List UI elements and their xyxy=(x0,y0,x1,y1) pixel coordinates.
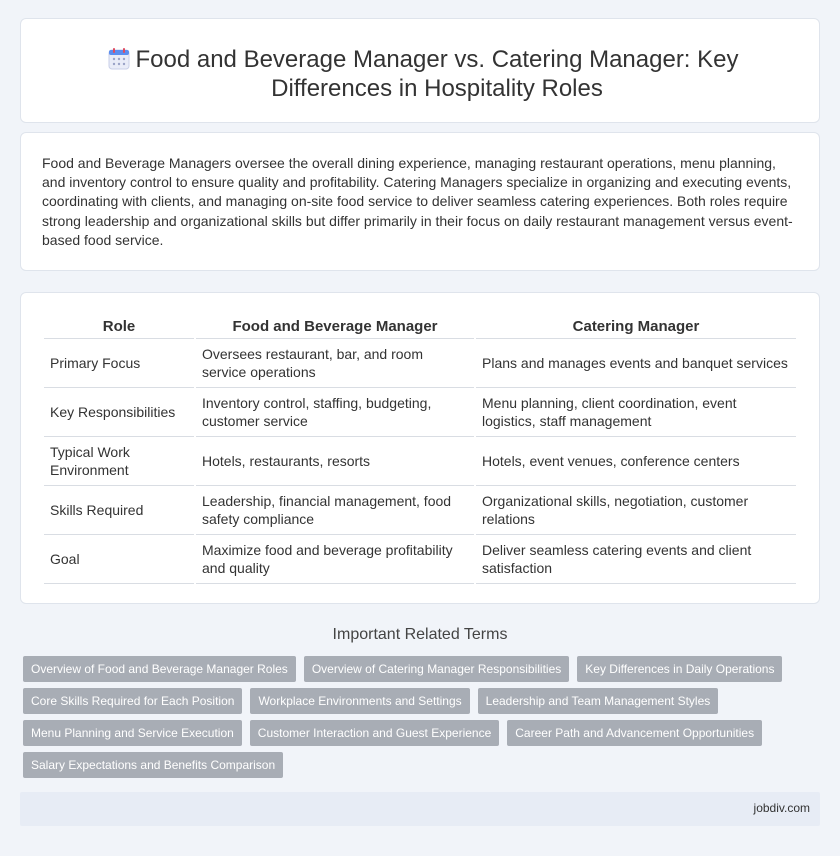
header-role: Role xyxy=(44,316,194,339)
tag-link[interactable]: Core Skills Required for Each Position xyxy=(23,688,242,714)
row-label: Goal xyxy=(44,535,194,584)
cell-food-beverage: Inventory control, staffing, budgeting, customer service xyxy=(196,388,474,437)
cell-food-beverage: Hotels, restaurants, resorts xyxy=(196,437,474,486)
tag-link[interactable]: Key Differences in Daily Operations xyxy=(577,656,782,682)
table-header-row xyxy=(44,316,796,339)
row-label: Typical Work Environment xyxy=(44,437,194,486)
row-label: Skills Required xyxy=(44,486,194,535)
cell-catering: Hotels, event venues, conference centers xyxy=(476,437,796,486)
comparison-table xyxy=(42,316,798,584)
cell-catering: Menu planning, client coordination, event logistics, staff management xyxy=(476,388,796,437)
tag-link[interactable]: Customer Interaction and Guest Experience xyxy=(250,720,499,746)
tag-link[interactable]: Menu Planning and Service Execution xyxy=(23,720,242,746)
title-card xyxy=(20,18,820,123)
intro-card xyxy=(20,132,820,271)
related-terms-section xyxy=(20,626,820,644)
row-label: Key Responsibilities xyxy=(44,388,194,437)
cell-catering: Deliver seamless catering events and client satisfaction xyxy=(476,535,796,584)
tag-link[interactable]: Workplace Environments and Settings xyxy=(250,688,469,714)
cell-food-beverage: Maximize food and beverage profitability and quality xyxy=(196,535,474,584)
row-label: Primary Focus xyxy=(44,339,194,388)
footer xyxy=(20,792,820,826)
cell-food-beverage: Leadership, financial management, food safety compliance xyxy=(196,486,474,535)
related-terms-heading: Important Related Terms xyxy=(332,626,508,643)
comparison-table-card xyxy=(20,292,820,604)
footer-site-link[interactable]: jobdiv.com xyxy=(753,801,810,815)
tag-link[interactable]: Overview of Catering Manager Responsibilities xyxy=(304,656,569,682)
header-catering-manager: Catering Manager xyxy=(476,316,796,339)
tag-link[interactable]: Career Path and Advancement Opportunities xyxy=(507,720,762,746)
tag-link[interactable]: Leadership and Team Management Styles xyxy=(478,688,719,714)
page-title: Food and Beverage Manager vs. Catering Manager: Key Differences in Hospitality Roles xyxy=(135,46,739,102)
intro-paragraph: Food and Beverage Managers oversee the overall dining experience, managing restaurant operations, menu planning, and inventory control to ensure quality and profitability. Catering Managers specialize in organizing and executing events, coordinating with clients, and managing on-site food service to deliver seamless catering experiences. Both roles require strong leadership and organizational skills but differ primarily in their focus on daily restaurant management versus event-based food service. xyxy=(42,155,793,248)
cell-catering: Organizational skills, negotiation, customer relations xyxy=(476,486,796,535)
related-terms-tags xyxy=(23,656,803,778)
table-row xyxy=(44,437,796,486)
cell-catering: Plans and manages events and banquet services xyxy=(476,339,796,388)
table-row xyxy=(44,388,796,437)
tag-link[interactable]: Salary Expectations and Benefits Comparison xyxy=(23,752,283,778)
cell-food-beverage: Oversees restaurant, bar, and room service operations xyxy=(196,339,474,388)
table-row xyxy=(44,339,796,388)
tag-link[interactable]: Overview of Food and Beverage Manager Roles xyxy=(23,656,296,682)
table-row xyxy=(44,535,796,584)
header-food-beverage-manager: Food and Beverage Manager xyxy=(196,316,474,339)
table-row xyxy=(44,486,796,535)
